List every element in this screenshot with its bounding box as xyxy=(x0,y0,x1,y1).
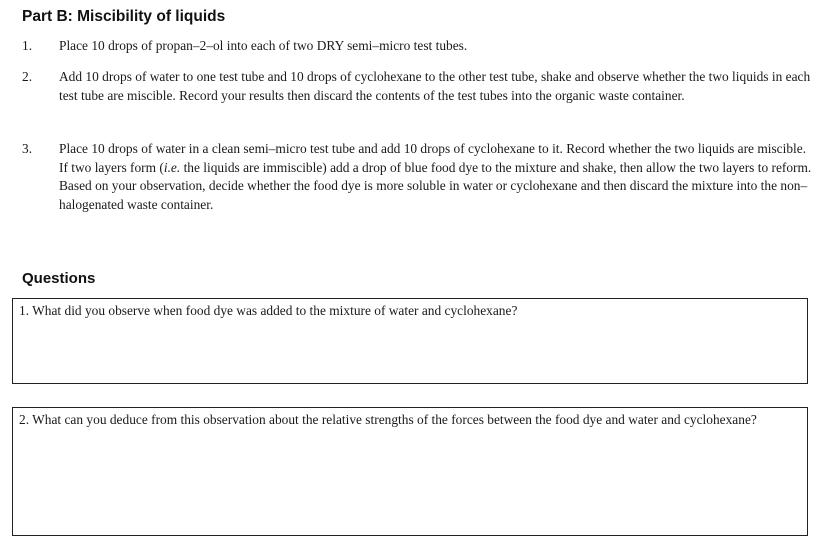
step-text xyxy=(59,140,814,214)
step-number: 1. xyxy=(22,38,33,53)
step-text: Add 10 drops of water to one test tube and 10 drops of cyclohexane to the other test tube, shake and observe whether the two liquids in each test tube are miscible. Record your results then discard the contents of the test tubes into the organic waste container. xyxy=(59,69,811,103)
step-text-italic: i.e. xyxy=(163,159,181,175)
part-b-title: Part B: Miscibility of liquids xyxy=(22,8,226,25)
step-number: 3. xyxy=(22,141,33,156)
question-1-text: 1. What did you observe when food dye was added to the mixture of water and cyclohexane? xyxy=(19,303,518,318)
question-1-box[interactable] xyxy=(12,298,808,384)
question-2-box[interactable] xyxy=(12,407,808,536)
step-number: 2. xyxy=(22,69,33,84)
answer-area-1[interactable] xyxy=(19,319,801,359)
questions-title: Questions xyxy=(22,270,96,287)
step-text: Place 10 drops of propan–2–ol into each of two DRY semi–micro test tubes. xyxy=(59,38,468,53)
step-text-after: the liquids are immiscible) add a drop of blue food dye to the mixture and shake, then allow the two layers to reform. Based on your observation, decide whether the food dye is more soluble in water or cyclohexane and then discard the mixture into the non–halogenated waste container. xyxy=(59,159,812,212)
procedure-step-1 xyxy=(22,37,814,56)
answer-area-2[interactable] xyxy=(19,428,801,468)
question-2-text: 2. What can you deduce from this observation about the relative strengths of the forces between the food dye and water and cyclohexane? xyxy=(19,412,757,427)
step-text-before: Place 10 drops of water in a clean semi–micro test tube and add 10 drops of cyclohexane to it. Record whether the two liquids are miscible. If two layers form ( xyxy=(59,141,807,175)
procedure-step-2 xyxy=(22,68,814,105)
procedure-step-3 xyxy=(22,140,814,214)
